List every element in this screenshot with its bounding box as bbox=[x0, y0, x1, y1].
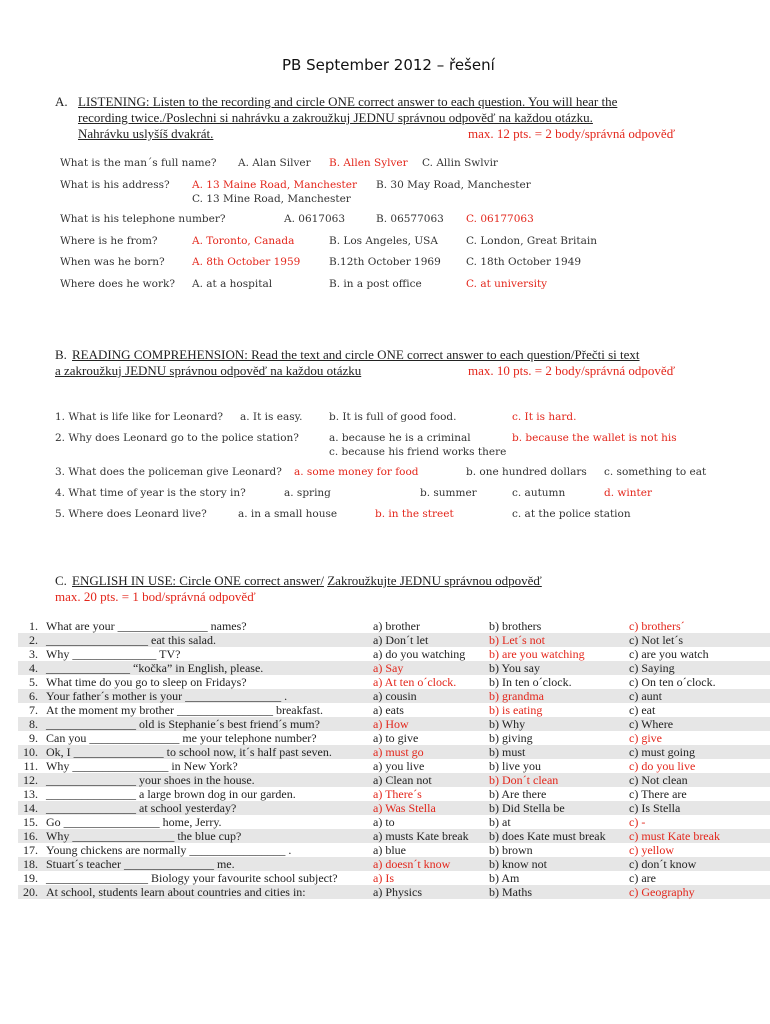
section-a-heading-line1: LISTENING: Listen to the recording and circle ONE correct answer to each question. You will hear the bbox=[78, 94, 618, 109]
question-text: At school, students learn about countries and cities in: bbox=[46, 885, 306, 899]
option-c: c) are bbox=[629, 871, 656, 885]
option-b: b) Let´s not bbox=[489, 633, 545, 647]
option-a: a) to give bbox=[373, 731, 419, 745]
option-b: b) are you watching bbox=[489, 647, 585, 661]
option-a: a) Don´t let bbox=[373, 633, 429, 647]
option-c: c) There are bbox=[629, 787, 687, 801]
b-q3-option-b: b. one hundred dollars bbox=[466, 466, 587, 478]
section-c-heading-en: ENGLISH IN USE: Circle ONE correct answer/ bbox=[72, 573, 324, 588]
section-b-heading-line2: a zakroužkuj JEDNU správnou odpověď na každou otázku bbox=[55, 363, 362, 378]
question-text: Can you _______________ me your telephone number? bbox=[46, 731, 317, 745]
option-a: a) eats bbox=[373, 703, 404, 717]
option-a: a) There´s bbox=[373, 787, 422, 801]
option-c: c) Where bbox=[629, 717, 674, 731]
option-a: a) At ten o´clock. bbox=[373, 675, 457, 689]
a-q4-option-c: C. London, Great Britain bbox=[466, 235, 598, 247]
question-text: What are your _______________ names? bbox=[46, 619, 247, 633]
a-q4-question: Where is he from? bbox=[60, 235, 158, 247]
question-number: 17. bbox=[23, 843, 38, 857]
question-text: _______________ a large brown dog in our garden. bbox=[46, 787, 296, 801]
question-text: _______________ your shoes in the house. bbox=[46, 773, 255, 787]
question-text: At the moment my brother ________________ breakfast. bbox=[46, 703, 323, 717]
b-q4-option-c: c. autumn bbox=[512, 487, 566, 499]
option-b: b) live you bbox=[489, 759, 541, 773]
a-q3-option-b: B. 06577063 bbox=[376, 213, 444, 225]
a-q4-option-b: B. Los Angeles, USA bbox=[329, 235, 438, 247]
option-b: b) Am bbox=[489, 871, 520, 885]
question-number: 16. bbox=[23, 829, 38, 843]
table-row bbox=[18, 815, 770, 829]
b-q1-option-c: c. It is hard. bbox=[512, 411, 577, 423]
question-number: 9. bbox=[29, 731, 38, 745]
question-number: 18. bbox=[23, 857, 38, 871]
option-a: a) Say bbox=[373, 661, 404, 675]
option-a: a) Clean not bbox=[373, 773, 432, 787]
b-q2-option-c: c. because his friend works there bbox=[329, 446, 507, 458]
option-c: c) aunt bbox=[629, 689, 662, 703]
question-text: Why ______________ TV? bbox=[46, 647, 181, 661]
question-number: 1. bbox=[29, 619, 38, 633]
section-a-points: max. 12 pts. = 2 body/správná odpověď bbox=[468, 126, 676, 141]
option-a: a) musts Kate break bbox=[373, 829, 469, 843]
table-row bbox=[18, 829, 770, 843]
option-b: b) is eating bbox=[489, 703, 543, 717]
table-row bbox=[18, 801, 770, 815]
a-q5-question: When was he born? bbox=[60, 256, 165, 268]
a-q5-option-a: A. 8th October 1959 bbox=[192, 256, 301, 268]
question-number: 15. bbox=[23, 815, 38, 829]
option-a: a) Physics bbox=[373, 885, 422, 899]
option-b: b) brothers bbox=[489, 619, 542, 633]
option-c: c) yellow bbox=[629, 843, 674, 857]
question-text: What time do you go to sleep on Fridays? bbox=[46, 675, 247, 689]
section-a-heading-line2: recording twice./Poslechni si nahrávku a zakroužkuj JEDNU správnou odpověď na každou otázku. bbox=[78, 110, 593, 125]
table-row bbox=[18, 647, 770, 661]
b-q1-option-b: b. It is full of good food. bbox=[329, 411, 457, 423]
option-b: b) Did Stella be bbox=[489, 801, 565, 815]
option-a: a) to bbox=[373, 815, 395, 829]
question-text: _________________ eat this salad. bbox=[46, 633, 216, 647]
question-text: _______________ old is Stephanie´s best friend´s mum? bbox=[46, 717, 320, 731]
section-c-heading-cz: Zakroužkujte JEDNU správnou odpověď bbox=[327, 573, 542, 588]
option-c: c) don´t know bbox=[629, 857, 697, 871]
a-q6-question: Where does he work? bbox=[60, 278, 175, 290]
question-text: Ok, I _______________ to school now, it´s half past seven. bbox=[46, 745, 332, 759]
a-q1-option-c: C. Allin Swlvir bbox=[422, 157, 498, 169]
option-c: c) brothers´ bbox=[629, 619, 685, 633]
option-b: b) grandma bbox=[489, 689, 544, 703]
section-b-letter: B. bbox=[55, 347, 67, 362]
option-a: a) you live bbox=[373, 759, 425, 773]
question-number: 10. bbox=[23, 745, 38, 759]
a-q3-question: What is his telephone number? bbox=[60, 213, 226, 225]
a-q3-option-c: C. 06177063 bbox=[466, 213, 534, 225]
a-q1-question: What is the man´s full name? bbox=[60, 157, 217, 169]
section-c-letter: C. bbox=[55, 573, 67, 588]
option-a: a) How bbox=[373, 717, 409, 731]
english-in-use-table bbox=[18, 619, 770, 899]
question-number: 19. bbox=[23, 871, 38, 885]
option-c: c) must Kate break bbox=[629, 829, 720, 843]
question-number: 4. bbox=[29, 661, 38, 675]
option-c: c) Not clean bbox=[629, 773, 688, 787]
section-b-heading-cz: Přečti si text bbox=[574, 347, 640, 362]
a-q6-option-b: B. in a post office bbox=[329, 278, 422, 290]
table-row bbox=[18, 857, 770, 871]
b-q3-option-c: c. something to eat bbox=[604, 466, 707, 478]
option-c: c) On ten o´clock. bbox=[629, 675, 716, 689]
page-title: PB September 2012 – řešení bbox=[282, 56, 495, 74]
b-q4-option-d: d. winter bbox=[604, 487, 652, 499]
question-text: Young chickens are normally ________________ . bbox=[46, 843, 292, 857]
question-number: 8. bbox=[29, 717, 38, 731]
question-number: 5. bbox=[29, 675, 38, 689]
table-row bbox=[18, 885, 770, 899]
option-c: c) are you watch bbox=[629, 647, 709, 661]
a-q5-option-b: B.12th October 1969 bbox=[329, 256, 441, 268]
b-q4-option-a: a. spring bbox=[284, 487, 331, 499]
a-q6-option-c: C. at university bbox=[466, 278, 548, 290]
question-number: 2. bbox=[29, 633, 38, 647]
question-text: _________________ Biology your favourite school subject? bbox=[46, 871, 338, 885]
b-q5-option-c: c. at the police station bbox=[512, 508, 631, 520]
question-number: 11. bbox=[23, 759, 38, 773]
section-c-points: max. 20 pts. = 1 bod/správná odpověď bbox=[55, 589, 256, 604]
option-b: b) In ten o´clock. bbox=[489, 675, 572, 689]
question-text: Go ________________ home, Jerry. bbox=[46, 815, 222, 829]
option-b: b) Don´t clean bbox=[489, 773, 559, 787]
option-b: b) does Kate must break bbox=[489, 829, 606, 843]
option-a: a) must go bbox=[373, 745, 424, 759]
question-text: Your father´s mother is your ________________ . bbox=[46, 689, 288, 703]
option-b: b) You say bbox=[489, 661, 541, 675]
table-row bbox=[18, 703, 770, 717]
question-text: ______________ “kočka” in English, please. bbox=[46, 661, 264, 675]
b-q5-option-b: b. in the street bbox=[375, 508, 454, 520]
option-a: a) brother bbox=[373, 619, 420, 633]
section-b-points: max. 10 pts. = 2 body/správná odpověď bbox=[468, 363, 676, 378]
a-q3-option-a: A. 0617063 bbox=[284, 213, 346, 225]
b-q5-question: 5. Where does Leonard live? bbox=[55, 508, 207, 520]
b-q2-option-a: a. because he is a criminal bbox=[329, 432, 471, 444]
question-number: 12. bbox=[23, 773, 38, 787]
option-b: b) brown bbox=[489, 843, 533, 857]
table-row bbox=[18, 843, 770, 857]
question-number: 6. bbox=[29, 689, 38, 703]
option-c: c) - bbox=[629, 815, 646, 829]
option-c: c) Geography bbox=[629, 885, 695, 899]
table-row bbox=[18, 619, 770, 633]
question-text: Why _________________ the blue cup? bbox=[46, 829, 242, 843]
option-c: c) Not let´s bbox=[629, 633, 683, 647]
a-q2-option-b: B. 30 May Road, Manchester bbox=[376, 179, 531, 191]
b-q4-option-b: b. summer bbox=[420, 487, 477, 499]
option-a: a) Was Stella bbox=[373, 801, 436, 815]
question-number: 14. bbox=[23, 801, 38, 815]
option-b: b) Why bbox=[489, 717, 526, 731]
option-b: b) Maths bbox=[489, 885, 532, 899]
table-row bbox=[18, 633, 770, 647]
option-b: b) must bbox=[489, 745, 526, 759]
a-q1-option-a: A. Alan Silver bbox=[238, 157, 311, 169]
question-number: 7. bbox=[29, 703, 38, 717]
option-a: a) Is bbox=[373, 871, 394, 885]
a-q2-option-c: C. 13 Mine Road, Manchester bbox=[192, 193, 351, 205]
table-row bbox=[18, 787, 770, 801]
b-q3-question: 3. What does the policeman give Leonard? bbox=[55, 466, 282, 478]
b-q3-option-a: a. some money for food bbox=[294, 466, 419, 478]
a-q2-question: What is his address? bbox=[60, 179, 170, 191]
a-q6-option-a: A. at a hospital bbox=[192, 278, 273, 290]
b-q5-option-a: a. in a small house bbox=[238, 508, 338, 520]
question-text: Why ________________ in New York? bbox=[46, 759, 238, 773]
option-b: b) know not bbox=[489, 857, 547, 871]
option-c: c) Is Stella bbox=[629, 801, 681, 815]
a-q4-option-a: A. Toronto, Canada bbox=[192, 235, 295, 247]
option-c: c) eat bbox=[629, 703, 656, 717]
table-row bbox=[18, 731, 770, 745]
question-number: 20. bbox=[23, 885, 38, 899]
question-number: 13. bbox=[23, 787, 38, 801]
b-q1-option-a: a. It is easy. bbox=[240, 411, 303, 423]
section-a-heading-line3: Nahrávku uslyšíš dvakrát. bbox=[78, 126, 214, 141]
table-row bbox=[18, 871, 770, 885]
option-b: b) at bbox=[489, 815, 511, 829]
table-row bbox=[18, 773, 770, 787]
question-text: Stuart´s teacher _______________ me. bbox=[46, 857, 235, 871]
table-row bbox=[18, 661, 770, 675]
table-row bbox=[18, 689, 770, 703]
question-text: _______________ at school yesterday? bbox=[46, 801, 237, 815]
section-b-heading-line1 bbox=[72, 347, 640, 363]
option-a: a) cousin bbox=[373, 689, 417, 703]
option-b: b) Are there bbox=[489, 787, 547, 801]
b-q4-question: 4. What time of year is the story in? bbox=[55, 487, 246, 499]
option-a: a) do you watching bbox=[373, 647, 466, 661]
section-c-heading bbox=[72, 573, 542, 589]
table-row bbox=[18, 717, 770, 731]
option-b: b) giving bbox=[489, 731, 533, 745]
a-q1-option-b: B. Allen Sylver bbox=[329, 157, 408, 169]
option-c: c) give bbox=[629, 731, 662, 745]
table-row bbox=[18, 675, 770, 689]
a-q2-option-a: A. 13 Maine Road, Manchester bbox=[192, 179, 357, 191]
option-a: a) doesn´t know bbox=[373, 857, 451, 871]
b-q1-question: 1. What is life like for Leonard? bbox=[55, 411, 224, 423]
section-a-letter: A. bbox=[55, 94, 68, 109]
option-c: c) do you live bbox=[629, 759, 696, 773]
option-a: a) blue bbox=[373, 843, 406, 857]
option-c: c) Saying bbox=[629, 661, 675, 675]
table-row bbox=[18, 759, 770, 773]
question-number: 3. bbox=[29, 647, 38, 661]
b-q2-question: 2. Why does Leonard go to the police station? bbox=[55, 432, 299, 444]
b-q2-option-b: b. because the wallet is not his bbox=[512, 432, 677, 444]
table-row bbox=[18, 745, 770, 759]
section-b-heading-en: READING COMPREHENSION: Read the text and circle ONE correct answer to each question/ bbox=[72, 347, 575, 362]
option-c: c) must going bbox=[629, 745, 695, 759]
a-q5-option-c: C. 18th October 1949 bbox=[466, 256, 582, 268]
